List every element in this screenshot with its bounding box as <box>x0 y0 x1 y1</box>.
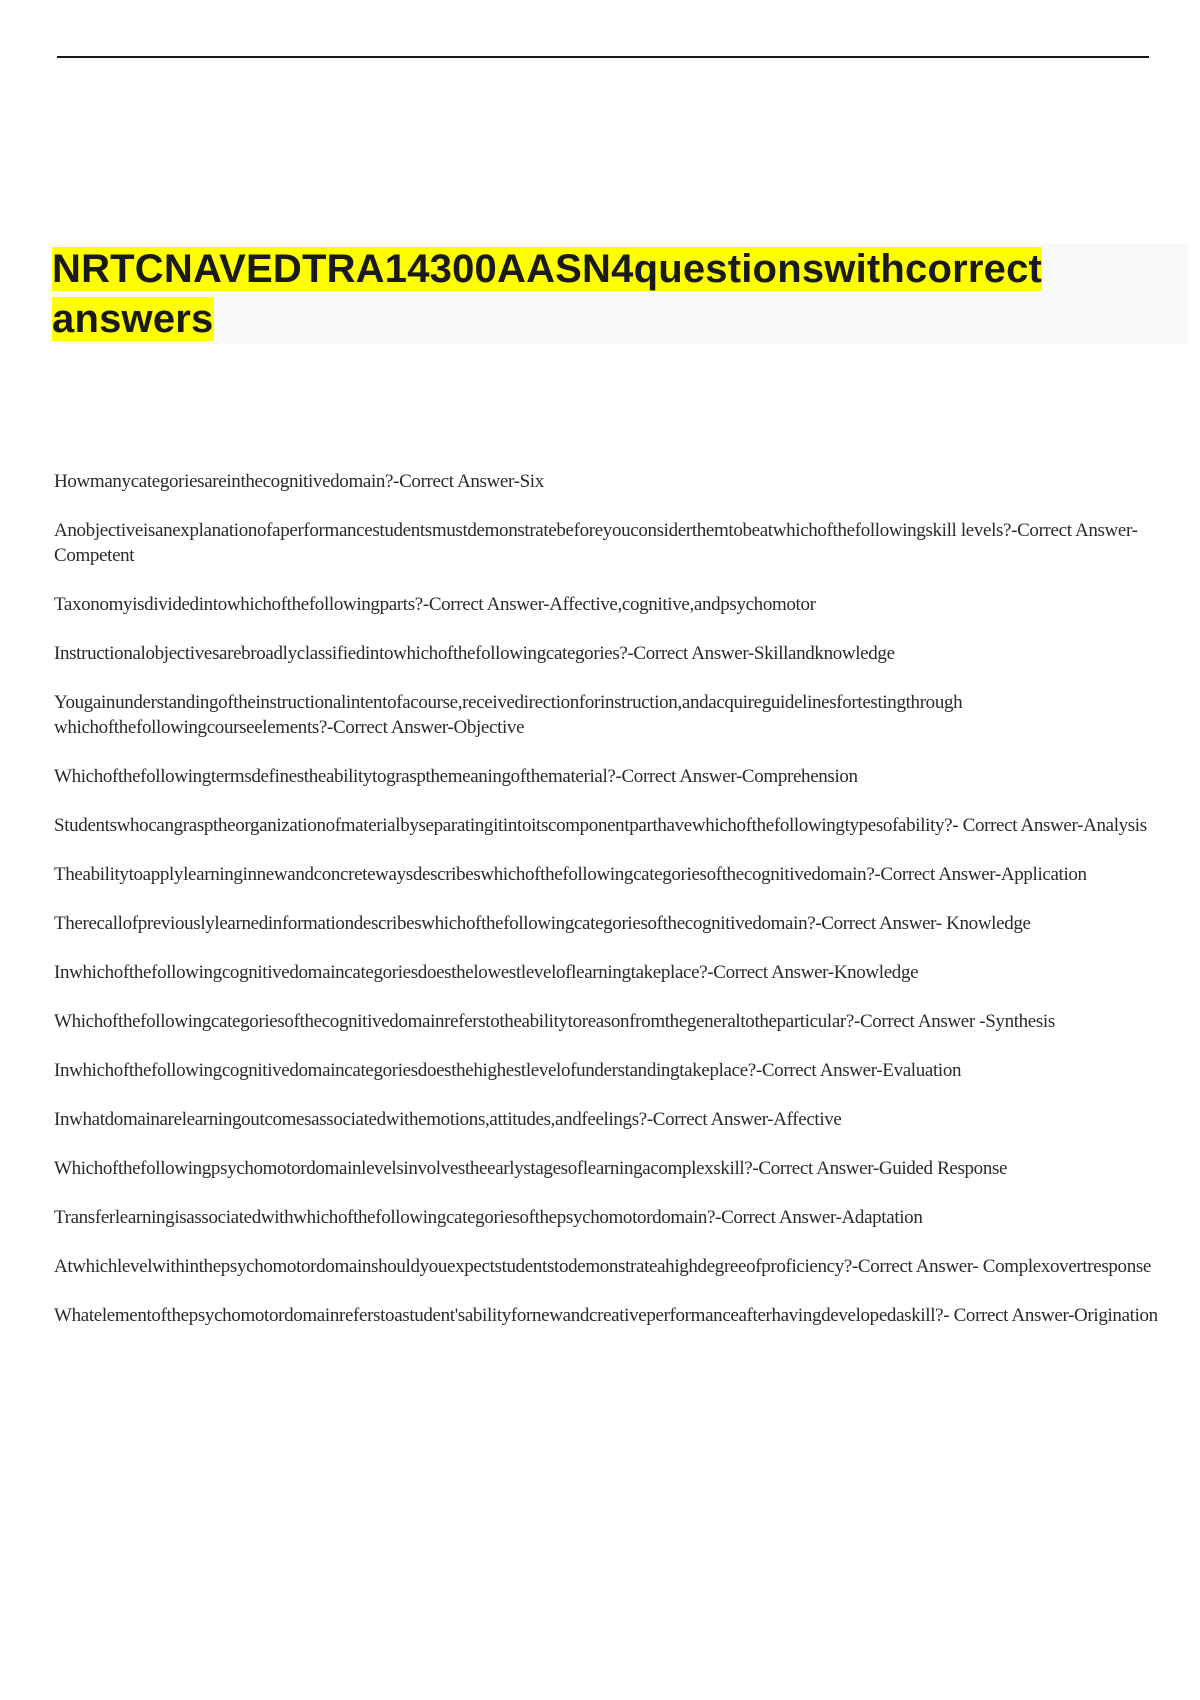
qa-item: Taxonomyisdividedintowhichofthefollowingparts?-Correct Answer-Affective,cognitive,andpsychomotor <box>54 594 816 615</box>
qa-item: Whichofthefollowingtermsdefinestheabilitytograspthemeaningofthematerial?-Correct Answer-Comprehension <box>54 766 858 787</box>
qa-list <box>54 469 1184 1352</box>
qa-item: Whatelementofthepsychomotordomainreferstoastudent'sabilityfornewandcreativeperformanceafterhavingdevelopedaskill?- Correct Answer-Origination <box>54 1305 1158 1326</box>
qa-item: Whichofthefollowingcategoriesofthecognitivedomainreferstotheabilitytoreasonfromthegeneraltotheparticular?-Correct Answer -Synthesis <box>54 1011 1055 1032</box>
document-title-text: NRTCNAVEDTRA14300AASN4questionswithcorrect answers <box>52 247 1043 341</box>
qa-item: Inwhichofthefollowingcognitivedomaincategoriesdoesthelowestleveloflearningtakeplace?-Correct Answer-Knowledge <box>54 962 919 983</box>
qa-item: Inwhatdomainarelearningoutcomesassociatedwithemotions,attitudes,andfeelings?-Correct Answer-Affective <box>54 1109 842 1130</box>
qa-item: Instructionalobjectivesarebroadlyclassifiedintowhichofthefollowingcategories?-Correct Answer-Skillandknowledge <box>54 643 895 664</box>
qa-item: Inwhichofthefollowingcognitivedomaincategoriesdoesthehighestlevelofunderstandingtakeplace?-Correct Answer-Evaluation <box>54 1060 962 1081</box>
qa-item: Theabilitytoapplylearninginnewandconcretewaysdescribeswhichofthefollowingcategoriesofthecognitivedomain?-Correct Answer-Application <box>54 864 1087 885</box>
qa-item: Yougainunderstandingoftheinstructionalintentofacourse,receivedirectionforinstruction,andacquireguidelinesfortestingthrough whichofthefollowingcourseelements?-Correct Answer-Objective <box>54 692 963 738</box>
qa-item: Transferlearningisassociatedwithwhichofthefollowingcategoriesofthepsychomotordomain?-Correct Answer-Adaptation <box>54 1207 923 1228</box>
qa-item: Atwhichlevelwithinthepsychomotordomainshouldyouexpectstudentstodemonstrateahighdegreeofproficiency?-Correct Answer- Complexovertresponse <box>54 1256 1151 1277</box>
qa-item: Howmanycategoriesareinthecognitivedomain?-Correct Answer-Six <box>54 471 544 492</box>
header-rule <box>57 56 1149 58</box>
qa-item: Studentswhocangrasptheorganizationofmaterialbyseparatingitintoitscomponentparthavewhichofthefollowingtypesofability?- Correct Answer-Analysis <box>54 815 1147 836</box>
qa-item: Therecallofpreviouslylearnedinformationdescribeswhichofthefollowingcategoriesofthecognitivedomain?-Correct Answer- Knowledge <box>54 913 1031 934</box>
qa-item: Whichofthefollowingpsychomotordomainlevelsinvolvestheearlystagesoflearningacomplexskill?-Correct Answer-Guided Response <box>54 1158 1008 1179</box>
document-title <box>52 244 1162 344</box>
qa-item: Anobjectiveisanexplanationofaperformancestudentsmustdemonstratebeforeyouconsiderthemtobeatwhichofthefollowingskill levels?-Correct Answer-Competent <box>54 520 1138 566</box>
